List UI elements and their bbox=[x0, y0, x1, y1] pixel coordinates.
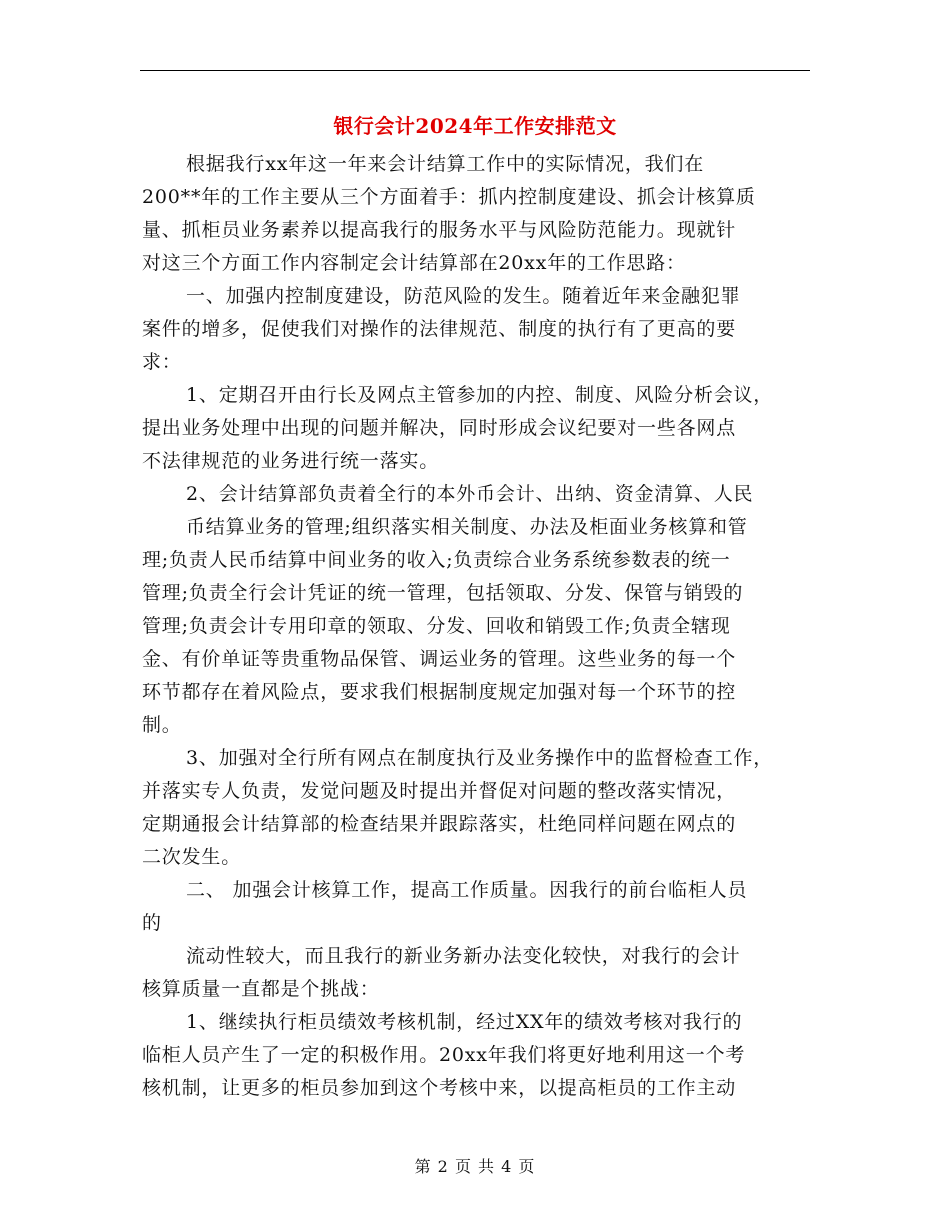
body-line: 制。 bbox=[142, 714, 182, 736]
body-line: 量、抓柜员业务素养以提高我行的服务水平与风险防范能力。现就针 bbox=[142, 219, 737, 241]
body-line: 求： bbox=[142, 351, 182, 373]
body-line: 200**年的工作主要从三个方面着手：抓内控制度建设、抓会计核算质 bbox=[142, 186, 756, 208]
body-line: 不法律规范的业务进行统一落实。 bbox=[142, 450, 440, 472]
body-line: 二、 加强会计核算工作，提高工作质量。因我行的前台临柜人员 bbox=[186, 879, 748, 901]
body-line: 1、继续执行柜员绩效考核机制，经过XX年的绩效考核对我行的 bbox=[186, 1011, 743, 1033]
body-line: 核机制，让更多的柜员参加到这个考核中来，以提高柜员的工作主动 bbox=[142, 1077, 737, 1099]
body-line: 并落实专人负责，发觉问题及时提出并督促对问题的整改落实情况， bbox=[142, 780, 737, 802]
body-line: 案件的增多，促使我们对操作的法律规范、制度的执行有了更高的要 bbox=[142, 318, 737, 340]
body-line: 管理;负责全行会计凭证的统一管理，包括领取、分发、保管与销毁的 bbox=[142, 582, 744, 604]
body-line: 理;负责人民币结算中间业务的收入;负责综合业务系统参数表的统一 bbox=[142, 549, 731, 571]
body-line: 2、会计结算部负责着全行的本外币会计、出纳、资金清算、人民 bbox=[186, 483, 754, 505]
body-line: 流动性较大，而且我行的新业务新办法变化较快，对我行的会计 bbox=[186, 945, 741, 967]
body-line: 对这三个方面工作内容制定会计结算部在20xx年的工作思路： bbox=[142, 252, 686, 274]
body-line: 根据我行xx年这一年来会计结算工作中的实际情况，我们在 bbox=[186, 153, 705, 175]
body-line: 定期通报会计结算部的检查结果并跟踪落实，杜绝同样问题在网点的 bbox=[142, 813, 737, 835]
body-line: 1、定期召开由行长及网点主管参加的内控、制度、风险分析会议， bbox=[186, 384, 774, 406]
body-line: 环节都存在着风险点，要求我们根据制度规定加强对每一个环节的控 bbox=[142, 681, 737, 703]
body-line: 的 bbox=[142, 912, 162, 934]
body-line: 提出业务处理中出现的问题并解决，同时形成会议纪要对一些各网点 bbox=[142, 417, 737, 439]
body-line: 核算质量一直都是个挑战： bbox=[142, 978, 380, 1000]
page-footer: 第 2 页 共 4 页 bbox=[414, 1157, 536, 1176]
body-line: 3、加强对全行所有网点在制度执行及业务操作中的监督检查工作， bbox=[186, 747, 774, 769]
body-line: 一、加强内控制度建设，防范风险的发生。随着近年来金融犯罪 bbox=[186, 285, 741, 307]
body-line: 管理;负责会计专用印章的领取、分发、回收和销毁工作;负责全辖现 bbox=[142, 615, 731, 637]
body-line: 临柜人员产生了一定的积极作用。20xx年我们将更好地利用这一个考 bbox=[142, 1044, 746, 1066]
body-line: 二次发生。 bbox=[142, 846, 242, 868]
document-title: 银行会计2024年工作安排范文 bbox=[333, 114, 617, 138]
header-rule bbox=[140, 70, 810, 71]
body-line: 币结算业务的管理;组织落实相关制度、办法及柜面业务核算和管 bbox=[186, 516, 748, 538]
body-line: 金、有价单证等贵重物品保管、调运业务的管理。这些业务的每一个 bbox=[142, 648, 737, 670]
